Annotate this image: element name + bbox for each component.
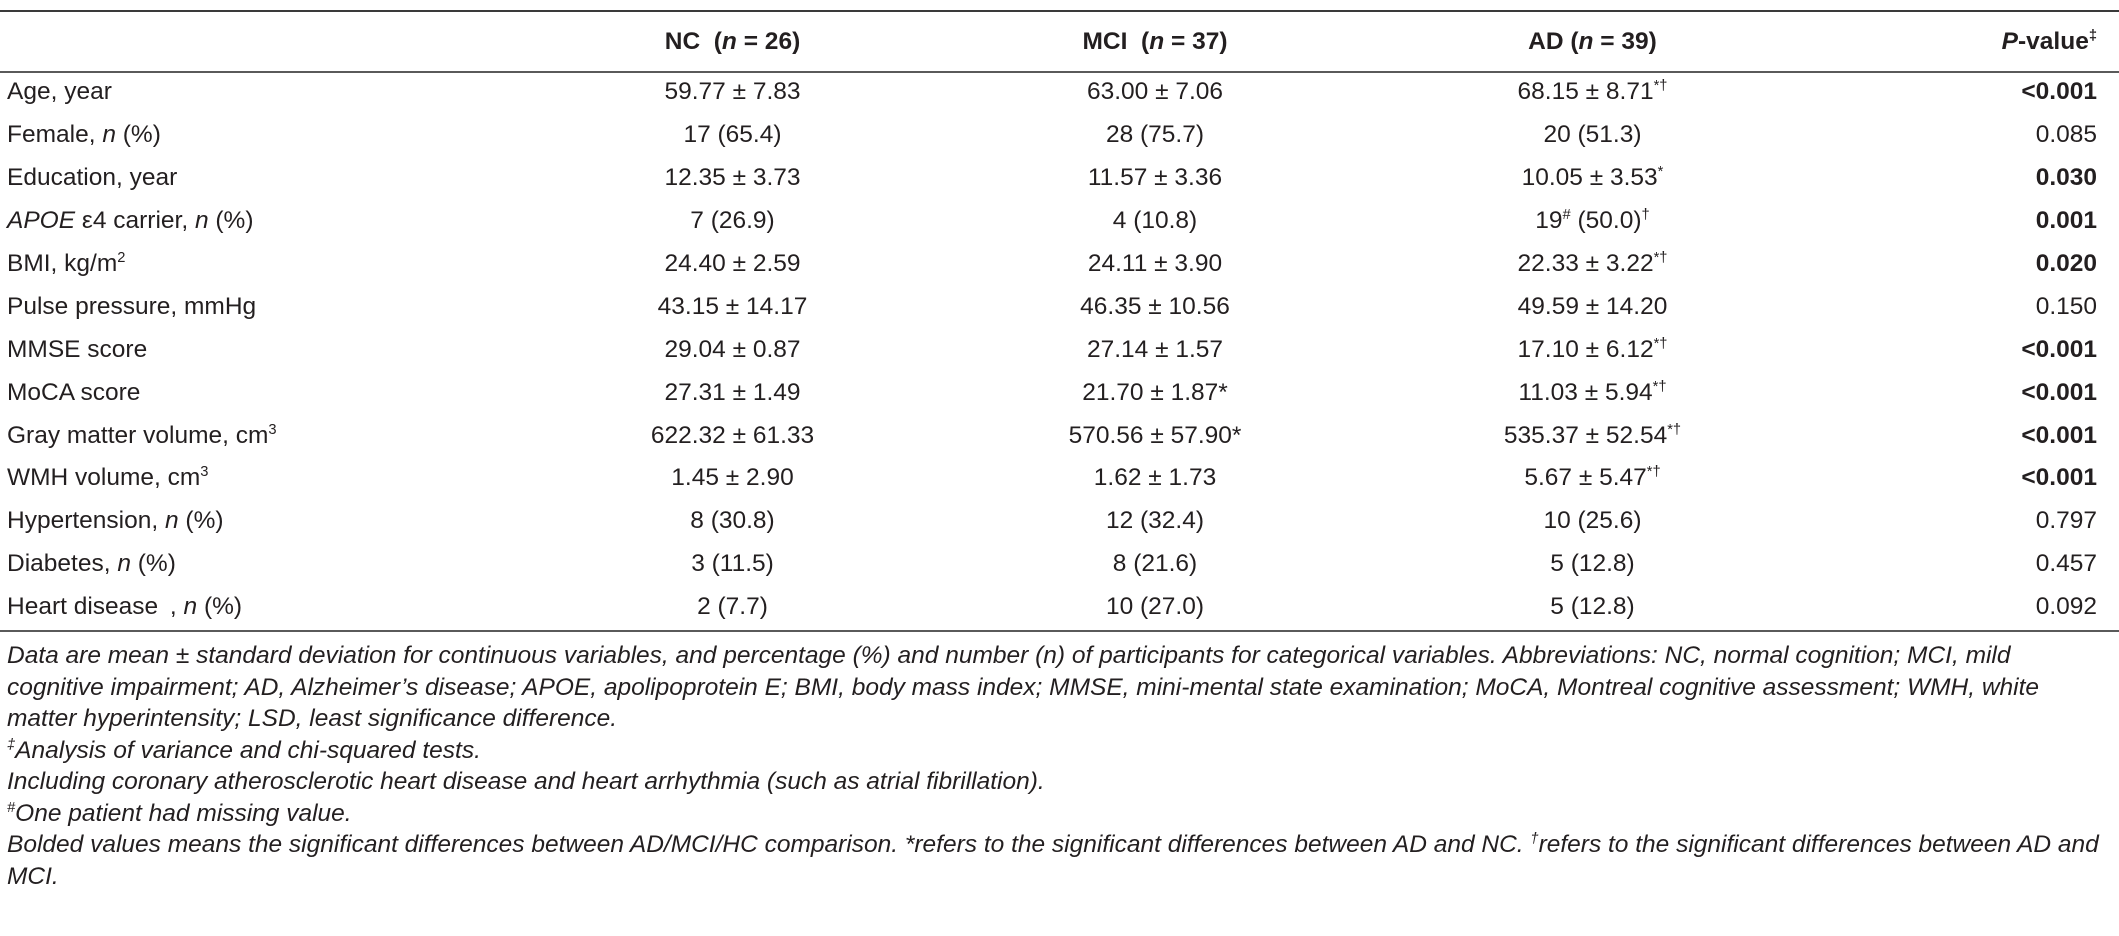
cell-mci: 63.00 ± 7.06 [1086, 78, 1224, 106]
table-row [0, 543, 2119, 586]
cell-ad: 11.03 ± 5.94*† [1518, 378, 1667, 406]
cell-ad: 22.33 ± 3.22*† [1517, 249, 1668, 277]
cell-ad: 10.05 ± 3.53* [1521, 164, 1664, 192]
cell-nc: 24.40 ± 2.59 [664, 250, 801, 277]
header-nc: NC (n = 26) [664, 27, 801, 55]
table-row [0, 457, 2119, 500]
table-row [0, 586, 2119, 629]
table-row [0, 285, 2119, 328]
footnote-significance: Bolded values means the significant differences between AD/MCI/HC comparison. *refers to the significant differences between AD and NC. †refers to the significant differences between AD and MCI. [7, 830, 2099, 890]
cell-mci: 21.70 ± 1.87* [1082, 378, 1228, 406]
cell-p-value: <0.001 [2021, 78, 2097, 106]
cell-mci: 12 (32.4) [1105, 507, 1205, 535]
row-label: Diabetes, n (%) [7, 550, 176, 578]
table-header [0, 12, 2119, 71]
cell-p-value: <0.001 [2021, 335, 2097, 363]
table-row [0, 157, 2119, 200]
row-label: WMH volume, $cm^3$ [7, 464, 209, 492]
row-label: Age, year [7, 78, 112, 106]
cell-mci: 4 (10.8) [1112, 207, 1198, 235]
cell-ad: 20 (51.3) [1543, 121, 1642, 149]
cell-nc: 7 (26.9) [690, 207, 775, 235]
cell-p-value: <0.001 [2021, 464, 2097, 492]
cell-p-value: 0.030 [2035, 164, 2097, 192]
footnote-missing-value: #One patient had missing value. [7, 799, 352, 827]
cell-p-value: <0.001 [2021, 378, 2097, 406]
row-label: Gray matter volume, $cm^3$ [7, 421, 277, 449]
cell-nc: 3 (11.5) [691, 550, 774, 578]
cell-p-value: 0.085 [2035, 121, 2097, 149]
row-label: MMSE score [7, 335, 148, 363]
characteristics-table [0, 12, 2119, 629]
table-row [0, 371, 2119, 414]
cell-nc: 59.77 ± 7.83 [664, 78, 801, 106]
cell-mci: 27.14 ± 1.57 [1086, 335, 1224, 363]
cell-p-value: 0.457 [2035, 550, 2097, 578]
header-variable [0, 12, 555, 71]
cell-nc: 12.35 ± 3.73 [664, 164, 801, 192]
row-label: APOE ε4 carrier, n (%) [7, 207, 254, 235]
header-mci: MCI (n = 37) [1082, 27, 1228, 55]
cell-p-value: 0.797 [2035, 507, 2097, 535]
cell-mci: 10 (27.0) [1105, 593, 1205, 621]
cell-nc: 29.04 ± 0.87 [664, 335, 801, 363]
cell-nc: 2 (7.7) [697, 593, 768, 621]
cell-ad: 5 (12.8) [1550, 593, 1635, 621]
cell-mci: 1.62 ± 1.73 [1093, 464, 1217, 492]
row-label: Hypertension, n (%) [7, 507, 224, 535]
table-row [0, 414, 2119, 457]
cell-mci: 24.11 ± 3.90 [1087, 250, 1223, 277]
table-footnotes [7, 640, 2107, 892]
cell-nc: 43.15 ± 14.17 [657, 292, 808, 320]
cell-nc: 622.32 ± 61.33 [650, 421, 815, 449]
row-label: Education, year [7, 164, 178, 192]
row-label: MoCA score [7, 378, 141, 406]
cell-mci: 28 (75.7) [1105, 121, 1205, 149]
table-row [0, 328, 2119, 371]
table-row [0, 114, 2119, 157]
table-row [0, 200, 2119, 243]
cell-ad: 5.67 ± 5.47*† [1524, 464, 1661, 492]
cell-ad: 68.15 ± 8.71*† [1517, 78, 1668, 106]
cell-nc: 1.45 ± 2.90 [671, 464, 794, 492]
cell-p-value: 0.020 [2035, 250, 2097, 277]
cell-nc: 8 (30.8) [690, 507, 775, 535]
cell-ad: 19# (50.0)† [1535, 206, 1650, 235]
cell-ad: 49.59 ± 14.20 [1517, 292, 1668, 320]
table-body [0, 71, 2119, 629]
cell-ad: 535.37 ± 52.54*† [1503, 421, 1682, 449]
row-label: BMI, $kg/m^2$ [7, 249, 126, 277]
cell-mci: 8 (21.6) [1112, 550, 1198, 578]
table-row [0, 243, 2119, 286]
cell-p-value: <0.001 [2021, 421, 2097, 449]
header-p-value: P-value‡ [2001, 27, 2097, 55]
cell-p-value: 0.001 [2035, 207, 2097, 235]
cell-ad: 5 (12.8) [1550, 550, 1635, 578]
cell-mci: 46.35 ± 10.56 [1080, 292, 1230, 320]
cell-mci: 11.57 ± 3.36 [1087, 164, 1223, 192]
footnote-analysis: ‡Analysis of variance and chi-squared tests. [7, 736, 481, 764]
cell-nc: 27.31 ± 1.49 [664, 378, 801, 406]
table-row [0, 71, 2119, 114]
footnote-data-description: Data are mean ± standard deviation for continuous variables, and percentage (%) and number (n) of participants for categorical variables. Abbreviations: NC, normal cognition; MCI, mild cognitive impairment; AD, Alzheimer’s disease; APOE, apolipoprotein E; BMI, body mass index; MMSE, mini-mental state examination; MoCA, Montreal cognitive assessment; WMH, white matter hyperintensity; LSD, least significance difference. [7, 642, 2040, 732]
row-label: Female, n (%) [7, 121, 161, 149]
table-bottom-rule [0, 630, 2119, 632]
cell-ad: 10 (25.6) [1543, 507, 1642, 535]
table-row [0, 500, 2119, 543]
row-label: Pulse pressure, mmHg [7, 292, 257, 320]
footnote-heart-disease: Including coronary atherosclerotic heart disease and heart arrhythmia (such as atrial fibrillation). [7, 768, 1045, 795]
cell-nc: 17 (65.4) [683, 121, 782, 149]
row-label: Heart disease , n (%) [7, 593, 243, 621]
header-ad: AD (n = 39) [1528, 27, 1657, 55]
table-header-row [0, 12, 2119, 71]
cell-ad: 17.10 ± 6.12*† [1517, 335, 1668, 363]
cell-mci: 570.56 ± 57.90* [1068, 421, 1242, 449]
cell-p-value: 0.150 [2035, 292, 2097, 320]
cell-p-value: 0.092 [2035, 593, 2097, 621]
